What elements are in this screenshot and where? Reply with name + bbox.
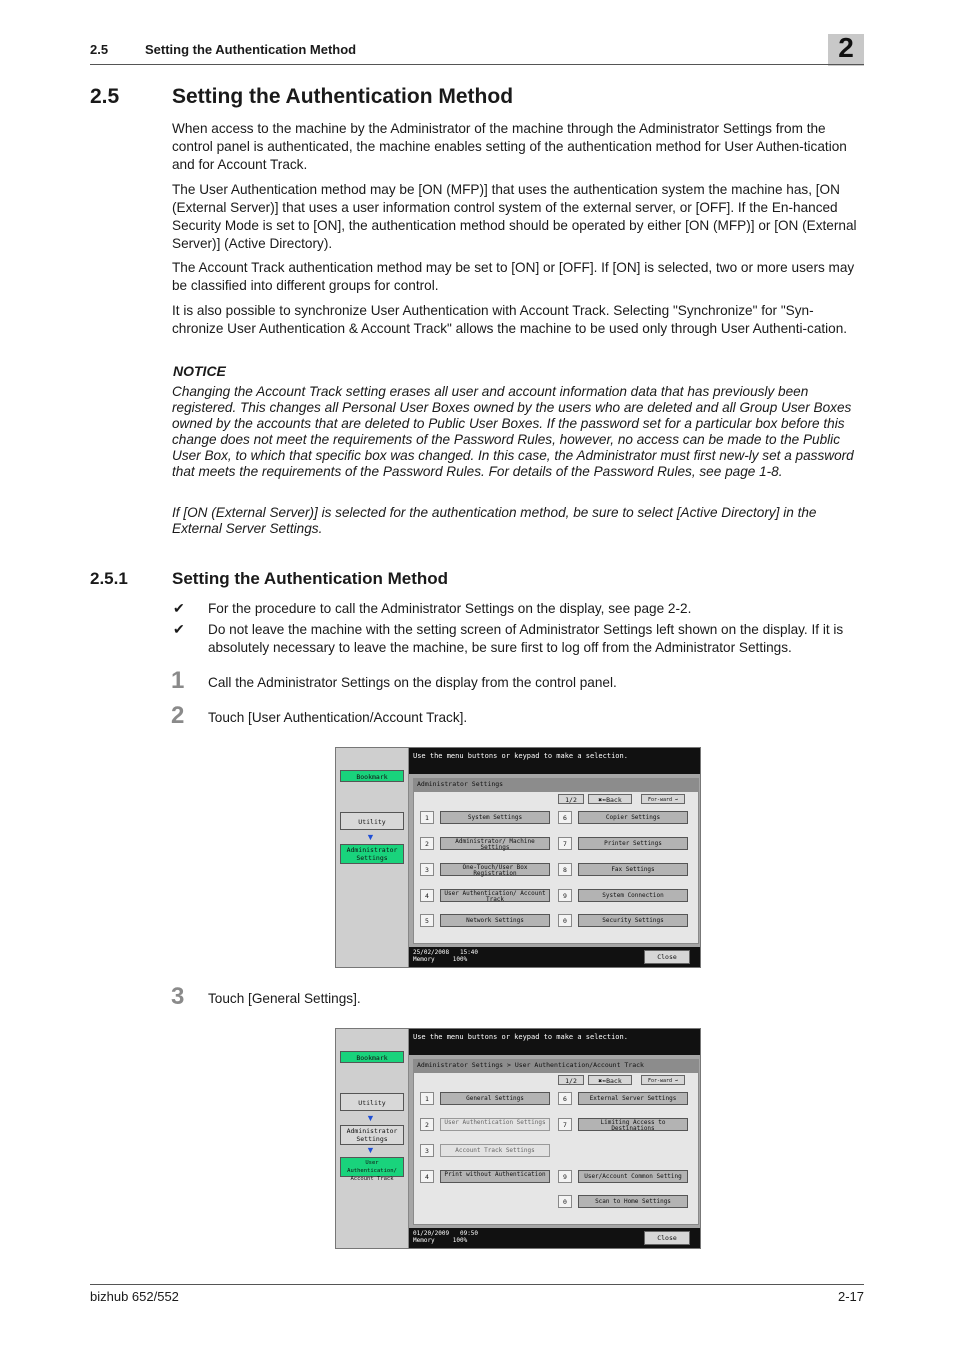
status-bar (409, 947, 700, 967)
back-arrow-icon: ⬅ (602, 796, 607, 804)
paragraph-text: The User Authentication method may be [ON (MFP)] that uses the authentication system the machine has, [ON (External Server)] that uses a user information control system of the external server, or [OFF]. If the En-hanced Security Mode is set to [ON], the authentication method should be operated by either [ON (MFP)] or [ON (External Server)] (Active Directory). (172, 182, 857, 251)
menu-item-number: 2 (420, 837, 434, 850)
back-button[interactable] (588, 1075, 632, 1085)
checkmark-icon: ✔ (173, 621, 185, 637)
forward-arrow-icon: ➡ (675, 797, 679, 803)
x-icon: ✖ (598, 1077, 603, 1085)
notice-text-1: Changing the Account Track setting erases all user and account information data that has previously been registered. This changes all Personal User Boxes owned by the users who are deleted and all Group User Boxes owned by the accounts that are deleted to Public User Boxes. If the password set for a particular box before this change does not meet the requirements of the Password Rules, however, no access can be made to the Public User Box, to which that specific box was changed. In this case, the Administrator must first new-ly set a password that meets the requirements of the Password Rules. For details of the Password Rules, see page 1-8. (172, 384, 854, 479)
menu-item-number: 4 (420, 889, 434, 902)
footer-model: bizhub 652/552 (90, 1289, 179, 1304)
screenshot-user-authentication-account-track (335, 1028, 701, 1249)
arrow-down-icon: ▼ (366, 832, 375, 842)
notice-text-2: If [ON (External Server)] is selected for the authentication method, be sure to select [Active Directory] in the External Server Settings. (172, 505, 817, 536)
back-label: Back (606, 1077, 622, 1085)
menu-item-number: 7 (558, 837, 572, 850)
section-title: Setting the Authentication Method (172, 85, 514, 108)
menu-item-number: 5 (420, 914, 434, 927)
paragraph-3 (172, 259, 864, 295)
paragraph-text: When access to the machine by the Administrator of the machine through the Administrator Settings from the control panel is authenticated, the machine enables setting of the authentication method for User Authen-tication and for Account Track. (172, 121, 847, 172)
chapter-number: 2 (838, 32, 854, 63)
menu-item-number: 6 (558, 811, 572, 824)
administrator-settings-button[interactable]: Administrator Settings (340, 844, 404, 864)
menu-title-bar (413, 778, 699, 792)
menu-item-number: 1 (420, 1092, 434, 1105)
memory-value: 100% (452, 956, 468, 963)
running-header-title: Setting the Authentication Method (145, 42, 357, 57)
message-text: Use the menu buttons or keypad to make a selection. (413, 752, 628, 760)
system-connection-button[interactable]: System Connection (578, 889, 688, 902)
status-datetime (413, 949, 478, 963)
security-settings-button[interactable]: Security Settings (578, 914, 688, 927)
network-settings-button[interactable]: Network Settings (440, 914, 550, 927)
step-number: 1 (171, 667, 185, 694)
general-settings-button[interactable]: General Settings (440, 1092, 550, 1105)
header-rule (90, 64, 864, 65)
menu-item-number: 2 (420, 1118, 434, 1131)
notice-heading: NOTICE (173, 363, 226, 379)
menu-item-number: 0 (558, 1195, 572, 1208)
menu-item-number: 1 (420, 811, 434, 824)
forward-button[interactable] (641, 794, 685, 804)
message-bar (409, 1029, 700, 1055)
paragraph-4 (172, 302, 864, 338)
status-time: 15:40 (459, 949, 479, 956)
administrator-settings-button[interactable]: Administrator Settings (340, 1125, 404, 1145)
administrator-machine-settings-button[interactable]: Administrator/ Machine Settings (440, 837, 550, 850)
step-text: Call the Administrator Settings on the display from the control panel. (208, 675, 617, 690)
menu-item-number: 7 (558, 1118, 572, 1131)
bullet-text: Do not leave the machine with the setting screen of Administrator Settings left shown on the display. If it is absolutely necessary to leave the machine, be sure first to log off from the Administrator Settings. (208, 622, 844, 655)
scan-to-home-settings-button[interactable]: Scan to Home Settings (578, 1195, 688, 1208)
x-icon: ✖ (598, 796, 603, 804)
arrow-down-icon: ▼ (366, 1113, 375, 1123)
forward-arrow-icon: ➡ (675, 1078, 679, 1084)
paragraph-2 (172, 181, 864, 253)
user-authentication-account-track-button[interactable]: User Authentication/ Account Track (440, 889, 550, 902)
section-number: 2.5 (90, 85, 120, 108)
step-text: Touch [User Authentication/Account Track]. (208, 710, 468, 725)
status-date: 01/20/2009 (413, 1230, 450, 1237)
external-server-settings-button[interactable]: External Server Settings (578, 1092, 688, 1105)
bookmark-button[interactable]: Bookmark (340, 1051, 404, 1063)
memory-label: Memory (413, 956, 435, 963)
subsection-title: Setting the Authentication Method (172, 569, 449, 588)
menu-item-number: 6 (558, 1092, 572, 1105)
copier-settings-button[interactable]: Copier Settings (578, 811, 688, 824)
paragraph-text: It is also possible to synchronize User Authentication with Account Track. Selecting "Synchronize" for "Syn-chronize User Authentication & Account Track" allows the machine to be used only through User Authenti-cation. (172, 303, 848, 336)
checkmark-icon: ✔ (173, 600, 185, 616)
page-indicator: 1/2 (558, 794, 584, 804)
account-track-settings-button[interactable]: Account Track Settings (440, 1144, 550, 1157)
status-datetime (413, 1230, 478, 1244)
menu-title: Administrator Settings (417, 780, 504, 788)
arrow-down-icon: ▼ (366, 1145, 375, 1155)
menu-item-number: 3 (420, 863, 434, 876)
back-label: Back (606, 796, 622, 804)
printer-settings-button[interactable]: Printer Settings (578, 837, 688, 850)
message-bar (409, 748, 700, 774)
left-panel (336, 748, 410, 967)
user-authentication-settings-button[interactable]: User Authentication Settings (440, 1118, 550, 1131)
print-without-authentication-button[interactable]: Print without Authentication (440, 1170, 550, 1183)
status-bar (409, 1228, 700, 1248)
running-header-section-number: 2.5 (90, 42, 109, 57)
menu-item-number: 9 (558, 1170, 572, 1183)
memory-value: 100% (452, 1237, 468, 1244)
step-number: 2 (171, 702, 185, 729)
message-text: Use the menu buttons or keypad to make a selection. (413, 1033, 628, 1041)
one-touch-user-box-registration-button[interactable]: One-Touch/User Box Registration (440, 863, 550, 876)
close-button[interactable]: Close (644, 950, 690, 964)
step-number: 3 (171, 983, 185, 1010)
status-time: 09:50 (459, 1230, 479, 1237)
fax-settings-button[interactable]: Fax Settings (578, 863, 688, 876)
back-button[interactable] (588, 794, 632, 804)
forward-label: For-ward (647, 1078, 673, 1084)
subsection-number: 2.5.1 (90, 569, 128, 588)
menu-title-bar (413, 1059, 699, 1073)
step-text: Touch [General Settings]. (208, 991, 361, 1006)
user-account-common-setting-button[interactable]: User/Account Common Setting (578, 1170, 688, 1183)
paragraph-1 (172, 120, 864, 174)
back-arrow-icon: ⬅ (602, 1077, 607, 1085)
status-date: 25/02/2008 (413, 949, 450, 956)
left-panel (336, 1029, 410, 1248)
menu-item-number: 0 (558, 914, 572, 927)
menu-item-number: 9 (558, 889, 572, 902)
memory-label: Memory (413, 1237, 435, 1244)
menu-title: Administrator Settings > User Authentication/Account Track (417, 1061, 644, 1069)
menu-item-number: 4 (420, 1170, 434, 1183)
system-settings-button[interactable]: System Settings (440, 811, 550, 824)
footer-rule (90, 1284, 864, 1285)
menu-item-number: 8 (558, 863, 572, 876)
bullet-text: For the procedure to call the Administrator Settings on the display, see page 2-2. (208, 601, 692, 616)
footer-page-number: 2-17 (837, 1289, 864, 1304)
limiting-access-to-destinations-button[interactable]: Limiting Access to Destinations (578, 1118, 688, 1131)
forward-button[interactable] (641, 1075, 685, 1085)
menu-item-number: 3 (420, 1144, 434, 1157)
bookmark-button[interactable]: Bookmark (340, 770, 404, 782)
utility-button[interactable]: Utility (340, 1093, 404, 1111)
paragraph-text: The Account Track authentication method may be set to [ON] or [OFF]. If [ON] is selected, two or more users may be classified into different groups for control. (172, 260, 855, 293)
forward-label: For-ward (647, 797, 673, 803)
user-authentication-account-track-button[interactable]: User Authentication/ Account Track (340, 1157, 404, 1177)
utility-button[interactable]: Utility (340, 812, 404, 830)
close-button[interactable]: Close (644, 1231, 690, 1245)
page-indicator: 1/2 (558, 1075, 584, 1085)
screenshot-administrator-settings (335, 747, 701, 968)
